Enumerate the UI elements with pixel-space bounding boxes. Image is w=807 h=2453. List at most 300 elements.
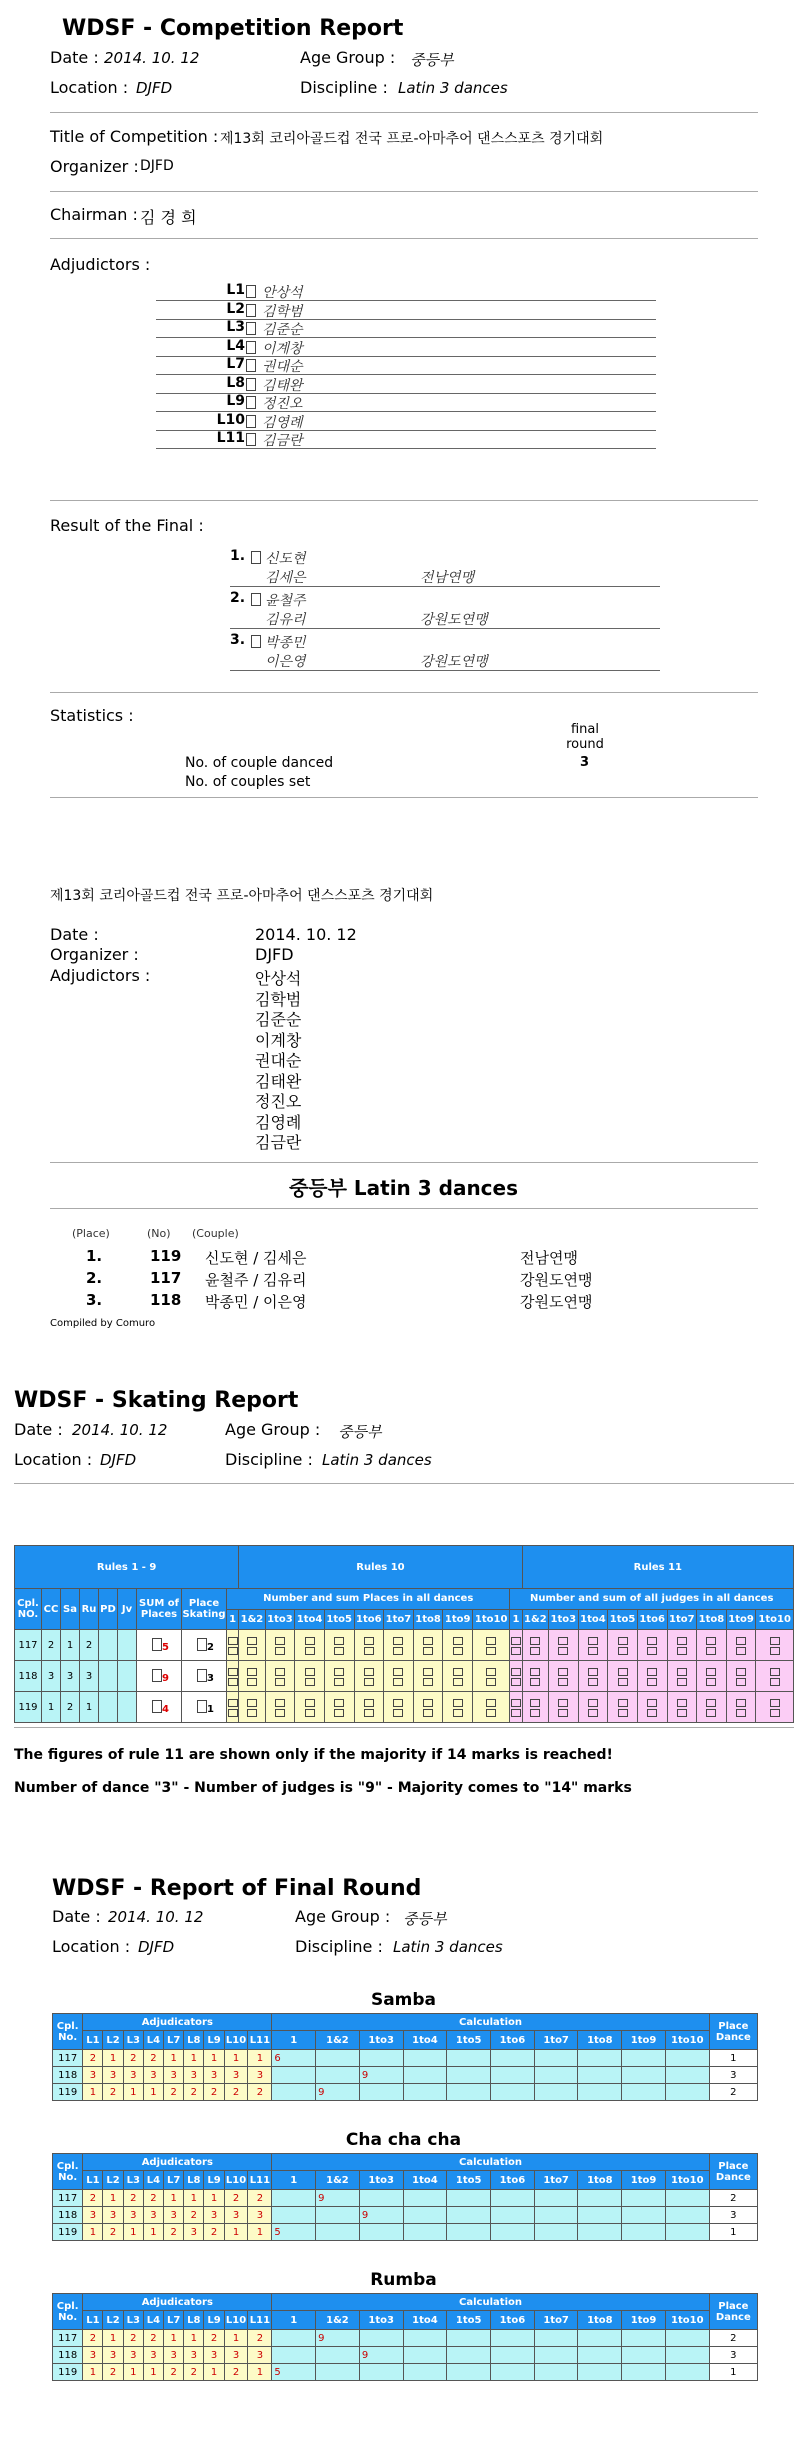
calc-cell: [359, 2084, 403, 2101]
r11-cell: [510, 1630, 522, 1661]
calc-cell: [316, 2050, 360, 2067]
adjudicator-name: 김태완: [262, 377, 303, 394]
box-icon: [706, 1699, 716, 1707]
box-icon: [197, 1700, 207, 1713]
calc-cell: [534, 2330, 578, 2347]
box-icon: [246, 304, 256, 317]
box-icon: [423, 1699, 433, 1707]
calc-cell: [578, 2084, 622, 2101]
rules-10-header: Rules 10: [239, 1546, 522, 1589]
result-place: 3.: [230, 632, 246, 648]
r10-cell: [384, 1630, 414, 1661]
judge-mark: 1: [164, 2190, 184, 2207]
sk-loc-label: Location :: [14, 1450, 93, 1469]
rules-11-sub: Number and sum of all judges in all dances: [510, 1589, 794, 1610]
judge-mark: 2: [224, 2364, 248, 2381]
underline: [230, 669, 660, 671]
r11-cell: [578, 1692, 608, 1723]
judge-header: L2: [103, 2031, 123, 2050]
dance-jv: [118, 1630, 137, 1661]
box-icon: [393, 1699, 403, 1707]
r11-cell: [756, 1692, 794, 1723]
box-icon: [305, 1668, 315, 1676]
judge-mark: 2: [143, 2330, 163, 2347]
judge-mark: 1: [123, 2224, 143, 2241]
calc-cell: [491, 2067, 535, 2084]
judge-header: L9: [204, 2031, 224, 2050]
box-icon: [706, 1678, 716, 1686]
summary-adjudicator: 김태완: [255, 1071, 302, 1091]
sk-date-label: Date :: [14, 1420, 63, 1439]
sum-value: 9: [162, 1672, 169, 1684]
adjudicator-code: L4: [226, 337, 245, 354]
table-row: [15, 1661, 794, 1692]
result-man: 박종민: [265, 635, 306, 651]
adjudicator-name: 이계창: [262, 340, 303, 357]
dance-ru: 2: [80, 1630, 99, 1661]
calc-cell: [622, 2330, 666, 2347]
box-icon: [588, 1678, 598, 1686]
summary-no: 117: [150, 1269, 182, 1287]
cpl-no: 118: [53, 2067, 83, 2084]
discipline-value: Latin 3 dances: [398, 79, 508, 97]
judge-mark: 3: [143, 2207, 163, 2224]
r10-col: 1&2: [239, 1609, 265, 1630]
judge-mark: 2: [123, 2050, 143, 2067]
judge-mark: 1: [204, 2364, 224, 2381]
r11-col: 1to9: [726, 1609, 756, 1630]
calc-cell: [534, 2207, 578, 2224]
dance-sa: 2: [61, 1692, 80, 1723]
calc-cell: [622, 2207, 666, 2224]
dance-pd: [99, 1661, 118, 1692]
judge-mark: 1: [103, 2190, 123, 2207]
r10-cell: [295, 1630, 325, 1661]
place-value: 3: [207, 1672, 214, 1684]
box-icon: [530, 1709, 540, 1717]
age-value: 중등부: [410, 51, 454, 69]
table-row: [15, 1630, 794, 1661]
calc-cell: [665, 2207, 709, 2224]
calc-cell: [272, 2330, 316, 2347]
calc-cell: [622, 2224, 666, 2241]
skating-table: [14, 1545, 794, 1723]
cpl-no: 118: [53, 2347, 83, 2364]
divider: [50, 112, 758, 113]
judge-header: L9: [204, 2171, 224, 2190]
adjudicator-name: 김학범: [262, 303, 303, 320]
box-icon: [275, 1709, 285, 1717]
judge-mark: 3: [248, 2207, 272, 2224]
box-icon: [364, 1637, 374, 1645]
r11-cell: [756, 1661, 794, 1692]
calc-col-header: 1to4: [403, 2171, 447, 2190]
box-icon: [228, 1678, 238, 1686]
stats-value: 3: [580, 755, 590, 770]
calc-cell: [447, 2347, 491, 2364]
judge-mark: 1: [248, 2364, 272, 2381]
chairman-label: Chairman :: [50, 205, 138, 224]
calc-cell: [359, 2330, 403, 2347]
judge-mark: 3: [123, 2347, 143, 2364]
calc-cell: [665, 2190, 709, 2207]
cpl-no: 119: [53, 2364, 83, 2381]
dance-header: Jv: [118, 1589, 137, 1630]
box-icon: [511, 1647, 521, 1655]
box-icon: [334, 1668, 344, 1676]
box-icon: [677, 1699, 687, 1707]
fr-disc: Latin 3 dances: [393, 1938, 503, 1956]
judge-header: L2: [103, 2171, 123, 2190]
judge-mark: 2: [224, 2084, 248, 2101]
r10-cell: [413, 1630, 443, 1661]
r10-cell: [324, 1692, 354, 1723]
box-icon: [275, 1637, 285, 1645]
calc-cell: 6: [272, 2050, 316, 2067]
box-icon: [247, 1647, 257, 1655]
box-icon: [588, 1668, 598, 1676]
box-icon: [677, 1647, 687, 1655]
r11-cell: [637, 1630, 667, 1661]
box-icon: [530, 1647, 540, 1655]
calc-cell: [578, 2347, 622, 2364]
cpl-header: Cpl. NO.: [15, 1589, 42, 1630]
place-dance: 3: [709, 2207, 757, 2224]
judge-header: L4: [143, 2171, 163, 2190]
box-icon: [736, 1647, 746, 1655]
calc-cell: [491, 2364, 535, 2381]
box-icon: [453, 1637, 463, 1645]
box-icon: [423, 1647, 433, 1655]
box-icon: [558, 1678, 568, 1686]
adjudicator-name: 정진오: [262, 396, 303, 412]
calc-cell: 5: [272, 2224, 316, 2241]
r11-cell: [726, 1661, 756, 1692]
judge-mark: 2: [248, 2330, 272, 2347]
divider: [50, 500, 758, 501]
box-icon: [486, 1647, 496, 1655]
calc-col-header: 1to7: [534, 2311, 578, 2330]
calc-col-header: 1to4: [403, 2031, 447, 2050]
chairman-value: 김 경 희: [140, 208, 197, 227]
box-icon: [618, 1637, 628, 1645]
calc-cell: 9: [359, 2207, 403, 2224]
box-icon: [246, 285, 256, 298]
adjudicator-code: L1: [226, 282, 245, 298]
judge-mark: 2: [103, 2364, 123, 2381]
box-icon: [364, 1668, 374, 1676]
calc-cell: [272, 2067, 316, 2084]
calc-col-header: 1to3: [359, 2031, 403, 2050]
r11-col: 1&2: [522, 1609, 548, 1630]
dance-cc: 1: [42, 1692, 61, 1723]
r11-cell: [726, 1630, 756, 1661]
calc-cell: [359, 2224, 403, 2241]
judge-header: L11: [248, 2031, 272, 2050]
place-dance: 3: [709, 2067, 757, 2084]
box-icon: [770, 1699, 780, 1707]
box-icon: [530, 1668, 540, 1676]
judge-mark: 3: [248, 2067, 272, 2084]
calc-cell: [578, 2330, 622, 2347]
table-row: [53, 2067, 758, 2084]
calc-col-header: 1&2: [316, 2171, 360, 2190]
summary-couple: 박종민 / 이은영: [205, 1293, 307, 1311]
place-dance: 2: [709, 2190, 757, 2207]
box-icon: [275, 1647, 285, 1655]
box-icon: [453, 1709, 463, 1717]
calc-col-header: 1&2: [316, 2031, 360, 2050]
final-table: [52, 2013, 758, 2101]
calc-cell: [665, 2330, 709, 2347]
organizer-value: DJFD: [140, 158, 174, 174]
cpl-no: 118: [53, 2207, 83, 2224]
judge-mark: 2: [164, 2364, 184, 2381]
fr-date: 2014. 10. 12: [108, 1908, 204, 1926]
summary-title: 제13회 코리아골드컵 전국 프로-아마추어 댄스스포츠 경기대회: [50, 888, 434, 904]
table-row: [53, 2084, 758, 2101]
box-icon: [677, 1678, 687, 1686]
calc-cell: [622, 2347, 666, 2364]
r11-cell: [667, 1692, 697, 1723]
r11-cell: [608, 1630, 638, 1661]
box-icon: [486, 1699, 496, 1707]
table-row: [53, 2190, 758, 2207]
dance-name: Samba: [370, 1990, 437, 2010]
box-icon: [453, 1647, 463, 1655]
judge-mark: 2: [204, 2224, 224, 2241]
report-title: WDSF - Competition Report: [62, 16, 404, 41]
judge-mark: 3: [103, 2207, 123, 2224]
r10-cell: [384, 1692, 414, 1723]
box-icon: [736, 1699, 746, 1707]
calc-cell: [316, 2224, 360, 2241]
r10-col: 1to4: [295, 1609, 325, 1630]
box-icon: [247, 1668, 257, 1676]
r10-cell: [354, 1661, 384, 1692]
box-icon: [618, 1678, 628, 1686]
box-icon: [334, 1709, 344, 1717]
r10-cell: [227, 1661, 239, 1692]
judge-mark: 1: [83, 2364, 103, 2381]
calc-cell: [491, 2330, 535, 2347]
judge-mark: 3: [204, 2207, 224, 2224]
box-icon: [305, 1647, 315, 1655]
judge-mark: 3: [83, 2067, 103, 2084]
r11-cell: [549, 1661, 579, 1692]
box-icon: [618, 1668, 628, 1676]
calc-cell: [447, 2050, 491, 2067]
r11-col: 1to5: [608, 1609, 638, 1630]
box-icon: [530, 1637, 540, 1645]
r11-col: 1to7: [667, 1609, 697, 1630]
calc-cell: 9: [359, 2347, 403, 2364]
box-icon: [423, 1637, 433, 1645]
calc-col-header: 1to10: [665, 2311, 709, 2330]
r11-col: 1to10: [756, 1609, 794, 1630]
final-title: WDSF - Report of Final Round: [52, 1876, 422, 1901]
judge-header: L7: [164, 2031, 184, 2050]
box-icon: [228, 1709, 238, 1717]
calc-cell: 9: [316, 2190, 360, 2207]
box-icon: [393, 1678, 403, 1686]
dance-pd: [99, 1692, 118, 1723]
cpl-header: Cpl. No.: [53, 2294, 83, 2330]
adjudicator-name: 안상석: [262, 285, 303, 301]
summary-adjudicator: 김금란: [255, 1133, 302, 1152]
box-icon: [423, 1668, 433, 1676]
r11-cell: [510, 1692, 522, 1723]
judge-header: L10: [224, 2031, 248, 2050]
divider: [50, 191, 758, 192]
box-icon: [558, 1647, 568, 1655]
judge-header: L4: [143, 2031, 163, 2050]
box-icon: [423, 1709, 433, 1717]
judge-mark: 3: [83, 2347, 103, 2364]
place-cell: [182, 1661, 227, 1692]
adjudicator-name: 김금란: [262, 433, 303, 449]
r11-cell: [667, 1630, 697, 1661]
calc-col-header: 1to9: [622, 2171, 666, 2190]
dance-jv: [118, 1661, 137, 1692]
adjudicator-code: L7: [226, 356, 245, 372]
box-icon: [393, 1647, 403, 1655]
result-label: Result of the Final :: [50, 516, 204, 535]
table-row: [53, 2207, 758, 2224]
box-icon: [247, 1709, 257, 1717]
divider: [50, 1208, 758, 1209]
calc-cell: [665, 2050, 709, 2067]
judge-mark: 3: [83, 2207, 103, 2224]
calc-cell: [447, 2224, 491, 2241]
judge-mark: 3: [164, 2347, 184, 2364]
date-label: Date :: [50, 48, 99, 67]
sk-date: 2014. 10. 12: [72, 1421, 168, 1439]
r11-cell: [549, 1692, 579, 1723]
calc-cell: [622, 2364, 666, 2381]
cpl-header: Cpl. No.: [53, 2154, 83, 2190]
judge-header: L11: [248, 2171, 272, 2190]
judge-mark: 1: [143, 2084, 163, 2101]
r10-cell: [413, 1692, 443, 1723]
judge-mark: 2: [184, 2084, 204, 2101]
r10-col: 1to8: [413, 1609, 443, 1630]
judge-header: L1: [83, 2311, 103, 2330]
r11-cell: [578, 1661, 608, 1692]
fr-disc-label: Discipline :: [295, 1937, 383, 1956]
discipline-label: Discipline :: [300, 78, 388, 97]
box-icon: [305, 1699, 315, 1707]
judge-mark: 3: [224, 2207, 248, 2224]
table-row: [53, 2364, 758, 2381]
judge-mark: 1: [248, 2224, 272, 2241]
result-man: 신도현: [265, 551, 306, 567]
box-icon: [251, 593, 261, 606]
r10-col: 1to6: [354, 1609, 384, 1630]
cpl-header: Cpl. No.: [53, 2014, 83, 2050]
calc-cell: [665, 2084, 709, 2101]
calc-cell: [665, 2347, 709, 2364]
comp-title-value: 제13회 코리아골드컵 전국 프로-아마추어 댄스스포츠 경기대회: [220, 131, 604, 147]
summary-adjudicator: 김학범: [255, 989, 302, 1009]
calc-col-header: 1to9: [622, 2031, 666, 2050]
box-icon: [453, 1668, 463, 1676]
judge-header: L3: [123, 2171, 143, 2190]
summary-couple: 윤철주 / 김유리: [205, 1271, 307, 1289]
box-icon: [588, 1647, 598, 1655]
box-icon: [618, 1699, 628, 1707]
adjudicator-name: 김영례: [262, 414, 303, 431]
r10-cell: [443, 1630, 473, 1661]
box-icon: [618, 1709, 628, 1717]
box-icon: [558, 1637, 568, 1645]
box-icon: [275, 1699, 285, 1707]
rules-10-sub: Number and sum Places in all dances: [227, 1589, 510, 1610]
judge-mark: 1: [143, 2364, 163, 2381]
calc-col-header: 1: [272, 2311, 316, 2330]
calc-col-header: 1to8: [578, 2311, 622, 2330]
calc-cell: [272, 2084, 316, 2101]
calc-col-header: 1to8: [578, 2031, 622, 2050]
dance-ru: 3: [80, 1661, 99, 1692]
box-icon: [677, 1668, 687, 1676]
box-icon: [530, 1699, 540, 1707]
place-value: 1: [207, 1703, 214, 1715]
calc-cell: [622, 2190, 666, 2207]
stats-header: final round: [566, 722, 604, 752]
calc-cell: [403, 2207, 447, 2224]
calc-cell: [316, 2364, 360, 2381]
summary-date-label: Date :: [50, 925, 99, 944]
r10-col: 1to5: [324, 1609, 354, 1630]
judge-header: L10: [224, 2171, 248, 2190]
judge-mark: 2: [83, 2330, 103, 2347]
judge-mark: 2: [83, 2050, 103, 2067]
table-row: [53, 2347, 758, 2364]
r10-cell: [413, 1661, 443, 1692]
calc-cell: [534, 2050, 578, 2067]
sk-loc: DJFD: [100, 1451, 137, 1469]
adjudicators-label: Adjudictors :: [50, 255, 151, 274]
judge-mark: 1: [83, 2084, 103, 2101]
box-icon: [275, 1668, 285, 1676]
summary-adj-label: Adjudictors :: [50, 966, 151, 985]
box-icon: [511, 1699, 521, 1707]
judge-mark: 2: [184, 2364, 204, 2381]
adjudicator-code: L3: [226, 319, 245, 335]
box-icon: [706, 1668, 716, 1676]
box-icon: [393, 1709, 403, 1717]
r11-col: 1to8: [697, 1609, 727, 1630]
calc-cell: [534, 2347, 578, 2364]
place-dance: 2: [709, 2084, 757, 2101]
cpl-no: 117: [53, 2330, 83, 2347]
sk-disc-label: Discipline :: [225, 1450, 313, 1469]
adjudicators-header: Adjudicators: [83, 2294, 272, 2311]
r11-cell: [637, 1661, 667, 1692]
r11-cell: [608, 1692, 638, 1723]
r11-cell: [637, 1692, 667, 1723]
dance-header: Ru: [80, 1589, 99, 1630]
r10-cell: [473, 1692, 510, 1723]
box-icon: [770, 1668, 780, 1676]
r10-col: 1to9: [443, 1609, 473, 1630]
stats-row-danced: No. of couple danced: [185, 755, 334, 771]
judge-mark: 1: [83, 2224, 103, 2241]
summary-couple: 신도현 / 김세은: [205, 1249, 307, 1267]
judge-mark: 2: [164, 2224, 184, 2241]
calc-header: Calculation: [272, 2294, 709, 2311]
